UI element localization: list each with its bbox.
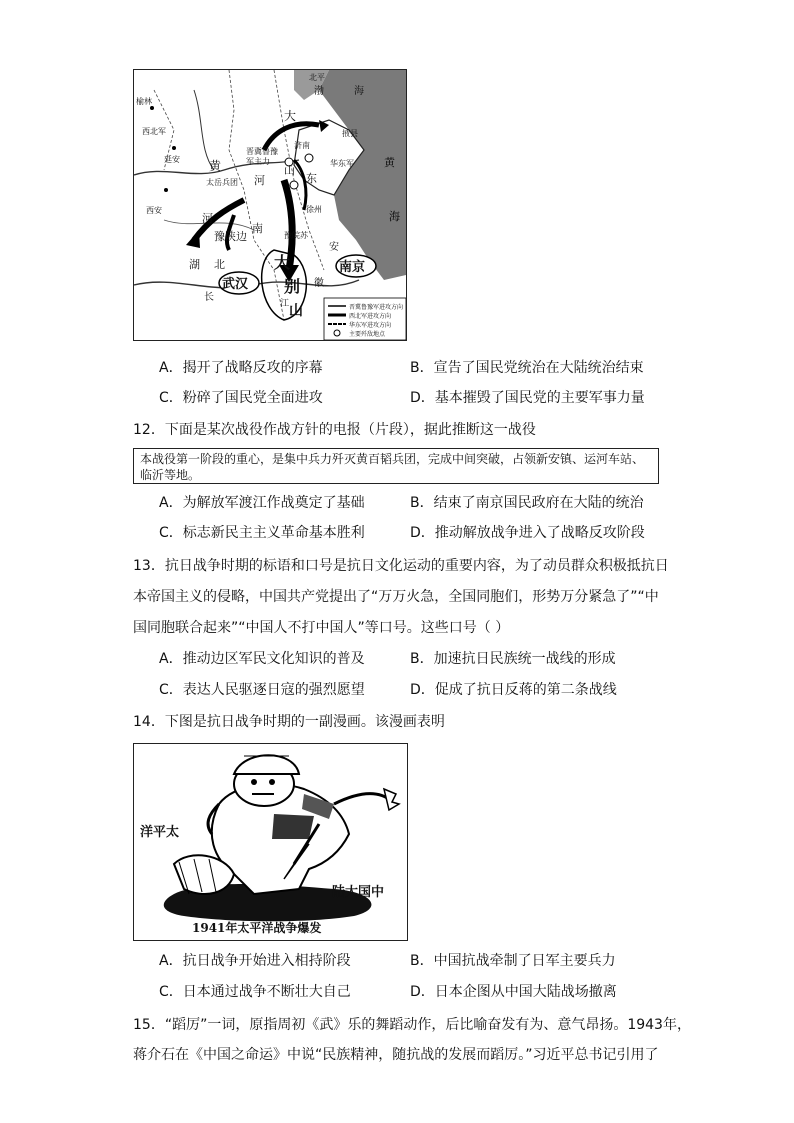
- label-yuwansu: 豫皖苏: [284, 231, 308, 240]
- q13-line-3: 国同胞联合起来”“中国人不打中国人”等口号。这些口号（ ）: [133, 620, 510, 636]
- label-yanan: 延安: [164, 155, 180, 164]
- label-jiang: 江: [280, 299, 290, 309]
- q12-option-c: C．标志新民主主义革命基本胜利: [159, 525, 365, 541]
- legend-item-2: 西北军进攻方向: [349, 313, 392, 320]
- label-shan: 山: [284, 164, 295, 177]
- eye-icon: [269, 779, 275, 785]
- q13-line-1: 13．抗日战争时期的标语和口号是抗日文化运动的重要内容，为了动员群众积极抵抗日: [133, 558, 669, 574]
- city-dot: [172, 146, 176, 150]
- q13-option-a: A．推动边区军民文化知识的普及: [159, 651, 365, 667]
- label-wuhan: 武汉: [222, 277, 249, 292]
- q15-line-2: 蒋介石在《中国之命运》中说“民族精神，随抗战的发展而蹈厉。”习近平总书记引用了: [133, 1047, 659, 1063]
- q11-option-a: A．揭开了战略反攻的序幕: [159, 360, 323, 376]
- body-patch: [272, 814, 314, 839]
- q13-option-c: C．表达人民驱逐日寇的强烈愿望: [159, 682, 365, 698]
- label-bohai1: 渤: [314, 86, 324, 97]
- eye-icon: [251, 779, 257, 785]
- city-dot: [150, 106, 154, 110]
- q14-stem: 14．下图是抗日战争时期的一副漫画。该漫画表明: [133, 714, 445, 730]
- q14-option-c: C．日本通过战争不断壮大自己: [159, 984, 351, 1000]
- label-chang: 长: [204, 292, 214, 303]
- cartoon-caption: 1941年太平洋战争爆发: [192, 921, 322, 935]
- q12-stem: 12．下面是某次战役作战方针的电报（片段），据此推断这一战役: [133, 422, 536, 438]
- q13-line-2: 本帝国主义的侵略，中国共产党提出了“万万火急，全国同胞们，形势万分紧急了”“中: [133, 589, 659, 605]
- q12-telegram: 本战役第一阶段的重心，是集中兵力歼灭黄百韬兵团，完成中间突破，占领新安镇、运河车站、临沂等地。: [133, 448, 659, 484]
- label-jinan: 济南: [294, 141, 310, 150]
- label-nanjing: 南京: [339, 260, 366, 275]
- label-huang-river: 黄: [209, 159, 222, 173]
- legend-item-3: 华东军进攻方向: [349, 322, 392, 329]
- label-an: 安: [329, 242, 339, 253]
- label-yexian: 掖县: [342, 129, 358, 138]
- label-taiyue: 太岳兵团: [206, 178, 238, 187]
- map-svg: [134, 70, 406, 340]
- arrowhead-3: [186, 230, 200, 248]
- q11-option-c: C．粉碎了国民党全面进攻: [159, 390, 323, 406]
- label-hui: 徽: [314, 278, 324, 289]
- label-dabie3: 山: [289, 303, 303, 319]
- cartoon-label-left: 洋平太: [140, 825, 180, 840]
- right-hand: [384, 789, 399, 810]
- label-hai: 海: [389, 210, 400, 223]
- label-xian: 西安: [146, 206, 162, 215]
- legend-marker-icon: [334, 330, 340, 336]
- q12-option-d: D．推动解放战争进入了战略反攻阶段: [410, 525, 645, 541]
- cartoon-figure: [133, 743, 408, 941]
- label-hubei1: 湖: [189, 258, 200, 271]
- q13-option-d: D．促成了抗日反蒋的第二条战线: [410, 682, 617, 698]
- helmet-icon: [234, 755, 299, 774]
- label-junzhuli: 军主力: [246, 157, 270, 166]
- label-xibeijun: 西北军: [142, 127, 166, 136]
- map-figure: [133, 69, 407, 341]
- battle-marker-icon: [290, 181, 298, 189]
- label-he: 河: [254, 174, 265, 187]
- q13-option-b: B．加速抗日民族统一战线的形成: [410, 651, 616, 667]
- q11-option-b: B．宣告了国民党统治在大陆统治结束: [410, 360, 644, 376]
- label-jinjiluyu: 晋冀鲁豫: [246, 147, 278, 156]
- label-huadongjun: 华东军: [330, 159, 354, 168]
- q12-option-b: B．结束了南京国民政府在大陆的统治: [410, 495, 644, 511]
- label-nan: 南: [252, 222, 263, 235]
- label-da: 大: [284, 109, 297, 123]
- label-huang-sea: 黄: [384, 156, 395, 169]
- legend-item-1: 晋冀鲁豫军进攻方向: [349, 304, 404, 311]
- label-hubei2: 北: [214, 258, 225, 271]
- legend-item-4: 主要歼敌地点: [349, 331, 386, 338]
- q12-option-a: A．为解放军渡江作战奠定了基础: [159, 495, 365, 511]
- cartoon-label-right: 陆大国中: [332, 885, 385, 900]
- q14-option-d: D．日本企图从中国大陆战场撤离: [410, 984, 617, 1000]
- q14-option-b: B．中国抗战牵制了日军主要兵力: [410, 953, 616, 969]
- q11-option-d: D．基本摧毁了国民党的主要军事力量: [410, 390, 645, 406]
- label-dabie2: 别: [284, 277, 301, 296]
- city-dot: [164, 188, 168, 192]
- label-xuzhou: 徐州: [306, 205, 322, 214]
- label-bohai2: 海: [354, 86, 364, 97]
- q14-option-a: A．抗日战争开始进入相持阶段: [159, 953, 351, 969]
- label-yushanbian: 豫陕边: [214, 230, 247, 243]
- label-dong: 东: [306, 172, 317, 185]
- river-north: [194, 90, 214, 170]
- label-yulin: 榆林: [136, 97, 152, 106]
- label-dabie1: 大: [274, 253, 291, 272]
- label-he2: 河: [202, 212, 213, 225]
- label-beiping: 北平: [309, 73, 325, 82]
- right-arm: [334, 794, 389, 804]
- q15-line-1: 15．“蹈厉”一词，原指周初《武》乐的舞蹈动作，后比喻奋发有为、意气昂扬。1943年，: [133, 1017, 691, 1033]
- cartoon-svg: [134, 744, 407, 940]
- battle-marker-icon: [305, 154, 313, 162]
